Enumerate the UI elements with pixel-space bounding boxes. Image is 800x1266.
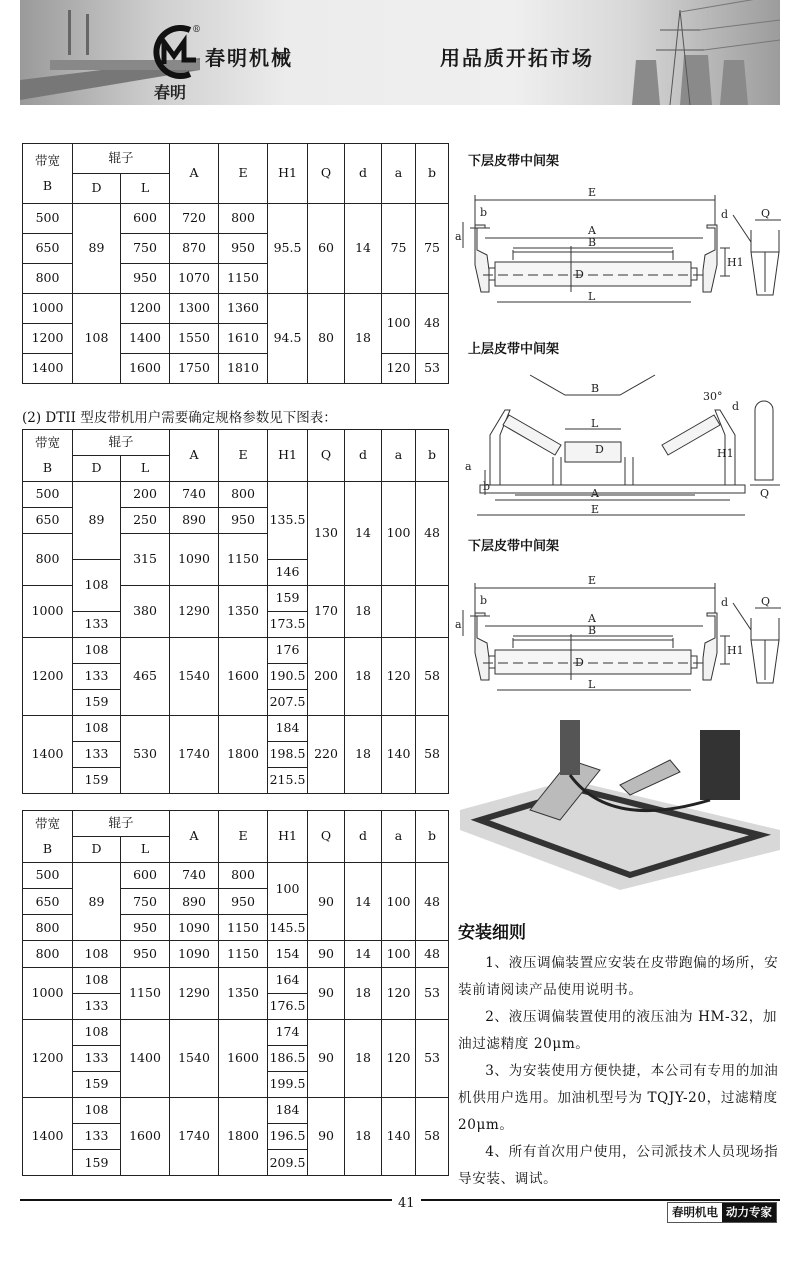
label-b: b [483, 480, 491, 493]
label-d: d [721, 596, 729, 609]
table-cell: 48 [416, 941, 449, 967]
table-cell: 1400 [23, 1098, 73, 1176]
header-D: D [73, 456, 121, 482]
table-cell: 58 [416, 1098, 449, 1176]
label-E: E [588, 186, 597, 199]
table-cell: 1000 [23, 294, 73, 324]
label-Q: Q [761, 595, 771, 608]
table-cell: 1090 [170, 534, 219, 586]
header-E: E [219, 811, 268, 863]
table-cell: 108 [73, 294, 121, 384]
table-cell: 1200 [23, 324, 73, 354]
table-cell: 100 [268, 863, 308, 915]
table-cell: 90 [308, 863, 345, 941]
label-H1: H1 [727, 644, 744, 657]
label-H1: H1 [727, 256, 744, 269]
table-cell: 800 [219, 863, 268, 889]
table-row [23, 638, 449, 664]
header-E: E [219, 144, 268, 204]
table-cell: 380 [121, 586, 170, 638]
diagram-title-lower-2: 下层皮带中间架 [468, 539, 560, 554]
table-cell: 800 [23, 941, 73, 967]
table-cell: 870 [170, 234, 219, 264]
table-cell: 1360 [219, 294, 268, 324]
table-cell: 800 [23, 534, 73, 586]
table-row [23, 716, 449, 742]
table-cell: 720 [170, 204, 219, 234]
table-cell: 184 [268, 1098, 308, 1124]
table-cell: 1350 [219, 586, 268, 638]
label-A: A [588, 224, 596, 237]
table-cell: 90 [308, 967, 345, 1019]
table-cell: 950 [219, 508, 268, 534]
table-cell: 159 [268, 586, 308, 612]
table-cell: 120 [382, 638, 416, 716]
label-angle: 30° [703, 390, 723, 403]
svg-text:®: ® [192, 25, 201, 35]
table-cell: 18 [345, 967, 382, 1019]
table-cell: 133 [73, 742, 121, 768]
table-cell: 315 [121, 534, 170, 586]
table-cell: 170 [308, 586, 345, 638]
table-cell: 209.5 [268, 1150, 308, 1176]
hydraulic-deviation-device-photo [460, 710, 780, 890]
label-d: d [721, 208, 729, 221]
table-cell: 1800 [219, 1098, 268, 1176]
install-item: 2、液压调偏装置使用的液压油为 HM-32，加油过滤精度 20μm。 [458, 1009, 778, 1052]
table-cell: 133 [73, 1045, 121, 1071]
table-cell: 1800 [219, 716, 268, 794]
table-cell: 207.5 [268, 690, 308, 716]
header-b: b [416, 144, 449, 204]
lower-frame-diagram-2 [455, 568, 795, 693]
diagram-title-lower-1: 下层皮带中间架 [468, 154, 560, 169]
label-A: A [588, 612, 596, 625]
table-cell: 1600 [219, 638, 268, 716]
install-item: 4、所有首次用户使用，公司派技术人员现场指导安装、调试。 [458, 1144, 779, 1187]
label-B: B [588, 236, 597, 249]
table-cell: 1400 [23, 354, 73, 384]
table-cell: 90 [308, 1019, 345, 1097]
table-cell: 164 [268, 967, 308, 993]
header-Q: Q [308, 811, 345, 863]
spec-table-1 [22, 143, 449, 384]
label-a: a [455, 618, 462, 631]
table-row [23, 482, 449, 508]
table-cell: 159 [73, 1071, 121, 1097]
install-item: 1、液压调偏装置应安装在皮带跑偏的场所，安装前请阅读产品使用说明书。 [458, 955, 779, 998]
label-a: a [455, 230, 462, 243]
table-cell: 220 [308, 716, 345, 794]
slogan-company: 春明机械 [205, 46, 293, 70]
table-cell: 1200 [23, 638, 73, 716]
header-Q: Q [308, 144, 345, 204]
table-cell: 146 [268, 560, 308, 586]
header-L: L [121, 837, 170, 863]
header-b: b [416, 811, 449, 863]
table-cell: 18 [345, 294, 382, 384]
table-cell: 95.5 [268, 204, 308, 294]
install-item: 3、为安装使用方便快捷，本公司有专用的加油机供用户选用。加油机型号为 TQJY-20，过滤精度 20μm。 [458, 1063, 779, 1133]
table-cell: 90 [308, 1098, 345, 1176]
table-cell: 650 [23, 508, 73, 534]
label-L: L [588, 678, 596, 691]
table-cell: 1350 [219, 967, 268, 1019]
table-cell: 48 [416, 294, 449, 354]
label-D: D [575, 656, 584, 669]
table-cell: 14 [345, 204, 382, 294]
footer-brand-badge [667, 1202, 777, 1223]
label-D: D [575, 268, 584, 281]
header-row [23, 430, 449, 456]
table-cell: 200 [121, 482, 170, 508]
label-H1: H1 [717, 447, 734, 460]
table-cell: 650 [23, 234, 73, 264]
table-cell: 215.5 [268, 768, 308, 794]
table-cell: 1150 [219, 915, 268, 941]
table-cell: 800 [23, 264, 73, 294]
table-cell: 108 [73, 1098, 121, 1124]
table-cell: 800 [219, 482, 268, 508]
table-cell: 174 [268, 1019, 308, 1045]
upper-frame-diagram [455, 365, 795, 516]
table-cell: 800 [219, 204, 268, 234]
table-cell: 108 [73, 967, 121, 993]
table-cell: 108 [73, 716, 121, 742]
table-cell: 108 [73, 638, 121, 664]
lower-frame-diagram-1 [455, 180, 795, 305]
table-cell: 1540 [170, 1019, 219, 1097]
table-cell: 1550 [170, 324, 219, 354]
table-cell: 950 [121, 264, 170, 294]
table-cell: 1740 [170, 1098, 219, 1176]
header-H1: H1 [268, 144, 308, 204]
table-cell: 18 [345, 1019, 382, 1097]
table-cell: 890 [170, 889, 219, 915]
table-cell: 48 [416, 482, 449, 586]
label-A: A [591, 487, 599, 500]
header-row [23, 811, 449, 837]
header-roller: 辊子 [73, 430, 170, 456]
table-cell: 1090 [170, 915, 219, 941]
table-cell: 108 [73, 941, 121, 967]
label-b: b [480, 206, 488, 219]
label-B: B [588, 624, 597, 637]
table-row [23, 863, 449, 889]
header-H1: H1 [268, 811, 308, 863]
table-cell: 1000 [23, 586, 73, 638]
table-cell: 1290 [170, 967, 219, 1019]
header-A: A [170, 430, 219, 482]
label-D: D [595, 443, 604, 456]
header-Q: Q [308, 430, 345, 482]
spec-table-dtii [22, 429, 449, 794]
table-cell: 1150 [219, 941, 268, 967]
table-cell: 89 [73, 482, 121, 560]
table-cell: 120 [382, 1019, 416, 1097]
chimney [68, 10, 71, 55]
table-cell: 14 [345, 482, 382, 586]
table-cell [416, 586, 449, 638]
table-cell: 196.5 [268, 1124, 308, 1150]
table-cell: 108 [73, 1019, 121, 1045]
header-E: E [219, 430, 268, 482]
table-cell: 94.5 [268, 294, 308, 384]
install-instructions [458, 950, 780, 1193]
table-cell: 14 [345, 863, 382, 941]
table-cell: 500 [23, 863, 73, 889]
table-cell: 18 [345, 586, 382, 638]
table-cell: 159 [73, 690, 121, 716]
table-cell: 90 [308, 941, 345, 967]
header-A: A [170, 144, 219, 204]
table-cell: 48 [416, 863, 449, 941]
table-cell: 1600 [121, 1098, 170, 1176]
table-cell: 1400 [121, 1019, 170, 1097]
table-cell: 750 [121, 889, 170, 915]
table-cell: 58 [416, 716, 449, 794]
table-cell: 89 [73, 204, 121, 294]
table-cell: 950 [219, 889, 268, 915]
table-cell: 173.5 [268, 612, 308, 638]
label-B: B [591, 382, 600, 395]
table-cell: 1300 [170, 294, 219, 324]
table-cell: 890 [170, 508, 219, 534]
table-cell: 1400 [23, 716, 73, 794]
table-cell: 1200 [23, 1019, 73, 1097]
table-cell: 75 [382, 204, 416, 294]
motto-text: 动力专家 [722, 1203, 776, 1222]
header-belt-width: 带宽 B [23, 144, 73, 204]
header-a: a [382, 430, 416, 482]
table-cell: 950 [121, 941, 170, 967]
table-cell: 1740 [170, 716, 219, 794]
table-row [23, 204, 449, 234]
table-cell: 740 [170, 863, 219, 889]
table-cell: 18 [345, 716, 382, 794]
header-L: L [121, 174, 170, 204]
diagram-title-upper: 上层皮带中间架 [468, 342, 560, 357]
header-D: D [73, 837, 121, 863]
header-a: a [382, 811, 416, 863]
table-cell: 1150 [219, 534, 268, 586]
company-logo [150, 22, 210, 102]
label-d: d [732, 400, 740, 413]
table-row [23, 1098, 449, 1124]
table-cell: 133 [73, 664, 121, 690]
table-cell: 53 [416, 354, 449, 384]
table-row [23, 294, 449, 324]
table-cell: 53 [416, 1019, 449, 1097]
table-cell: 1000 [23, 967, 73, 1019]
table-cell: 1540 [170, 638, 219, 716]
table-cell: 199.5 [268, 1071, 308, 1097]
table-cell: 100 [382, 863, 416, 941]
table-cell: 135.5 [268, 482, 308, 560]
label-Q: Q [761, 207, 771, 220]
svg-text:春明: 春明 [154, 83, 187, 102]
header-belt-width: 带宽 B [23, 430, 73, 482]
header-roller: 辊子 [73, 811, 170, 837]
table-cell: 500 [23, 482, 73, 508]
table-cell: 186.5 [268, 1045, 308, 1071]
table-cell: 133 [73, 993, 121, 1019]
header-roller: 辊子 [73, 144, 170, 174]
table-cell: 80 [308, 294, 345, 384]
label-L: L [591, 417, 599, 430]
header-b: b [416, 430, 449, 482]
header-H1: H1 [268, 430, 308, 482]
label-Q: Q [760, 487, 770, 500]
table-cell: 18 [345, 1098, 382, 1176]
table-cell: 190.5 [268, 664, 308, 690]
table-cell: 1150 [219, 264, 268, 294]
table-cell: 600 [121, 204, 170, 234]
table-cell: 950 [219, 234, 268, 264]
table-cell: 159 [73, 1150, 121, 1176]
table-cell: 250 [121, 508, 170, 534]
table-cell: 53 [416, 967, 449, 1019]
header-d: d [345, 430, 382, 482]
table-cell: 1600 [121, 354, 170, 384]
table-cell: 1150 [121, 967, 170, 1019]
table-cell [382, 586, 416, 638]
table-cell: 1090 [170, 941, 219, 967]
table-cell: 75 [416, 204, 449, 294]
table-cell: 18 [345, 638, 382, 716]
table-cell: 1610 [219, 324, 268, 354]
table-cell: 950 [121, 915, 170, 941]
table-cell: 198.5 [268, 742, 308, 768]
table-cell: 89 [73, 863, 121, 941]
table-cell: 184 [268, 716, 308, 742]
table-cell: 140 [382, 716, 416, 794]
table-cell: 1200 [121, 294, 170, 324]
header-D: D [73, 174, 121, 204]
table-cell: 108 [73, 560, 121, 612]
table-cell: 1290 [170, 586, 219, 638]
table-row [23, 941, 449, 967]
table-cell: 100 [382, 482, 416, 586]
table-cell: 650 [23, 889, 73, 915]
table-caption: (2) DTII 型皮带机用户需要确定规格参数见下图表： [22, 410, 337, 426]
label-b: b [480, 594, 488, 607]
header-L: L [121, 456, 170, 482]
table-cell: 133 [73, 612, 121, 638]
table-cell: 120 [382, 967, 416, 1019]
label-L: L [588, 290, 596, 303]
cooling-towers [632, 55, 748, 105]
table-row [23, 1019, 449, 1045]
table-cell: 140 [382, 1098, 416, 1176]
table-cell: 130 [308, 482, 345, 586]
header-d: d [345, 811, 382, 863]
table-cell: 600 [121, 863, 170, 889]
table-cell: 176.5 [268, 993, 308, 1019]
table-cell: 100 [382, 941, 416, 967]
table-cell: 1070 [170, 264, 219, 294]
table-cell: 1750 [170, 354, 219, 384]
table-cell: 530 [121, 716, 170, 794]
banner-scenery [20, 0, 780, 105]
table-cell: 800 [23, 915, 73, 941]
header-d: d [345, 144, 382, 204]
table-cell: 500 [23, 204, 73, 234]
header-belt-width: 带宽 B [23, 811, 73, 863]
header-A: A [170, 811, 219, 863]
table-cell: 176 [268, 638, 308, 664]
header-banner [20, 0, 780, 105]
brand-text: 春明机电 [672, 1205, 718, 1219]
page-number: 41 [392, 1196, 421, 1211]
table-cell: 740 [170, 482, 219, 508]
label-E: E [591, 503, 600, 516]
table-cell: 1810 [219, 354, 268, 384]
table-cell: 120 [382, 354, 416, 384]
spec-table-3 [22, 810, 449, 1176]
table-cell: 14 [345, 941, 382, 967]
install-heading: 安装细则 [458, 923, 526, 943]
label-a: a [465, 460, 472, 473]
header-a: a [382, 144, 416, 204]
table-cell: 750 [121, 234, 170, 264]
slogan-quality: 用品质开拓市场 [440, 46, 594, 70]
table-cell: 1400 [121, 324, 170, 354]
table-row [23, 967, 449, 993]
label-E: E [588, 574, 597, 587]
table-cell: 1600 [219, 1019, 268, 1097]
table-cell: 465 [121, 638, 170, 716]
table-cell: 159 [73, 768, 121, 794]
table-cell: 133 [73, 1124, 121, 1150]
table-cell: 58 [416, 638, 449, 716]
table-cell: 145.5 [268, 915, 308, 941]
table-cell: 100 [382, 294, 416, 354]
table-cell: 200 [308, 638, 345, 716]
table-cell: 154 [268, 941, 308, 967]
header-row [23, 144, 449, 174]
table-cell: 60 [308, 204, 345, 294]
